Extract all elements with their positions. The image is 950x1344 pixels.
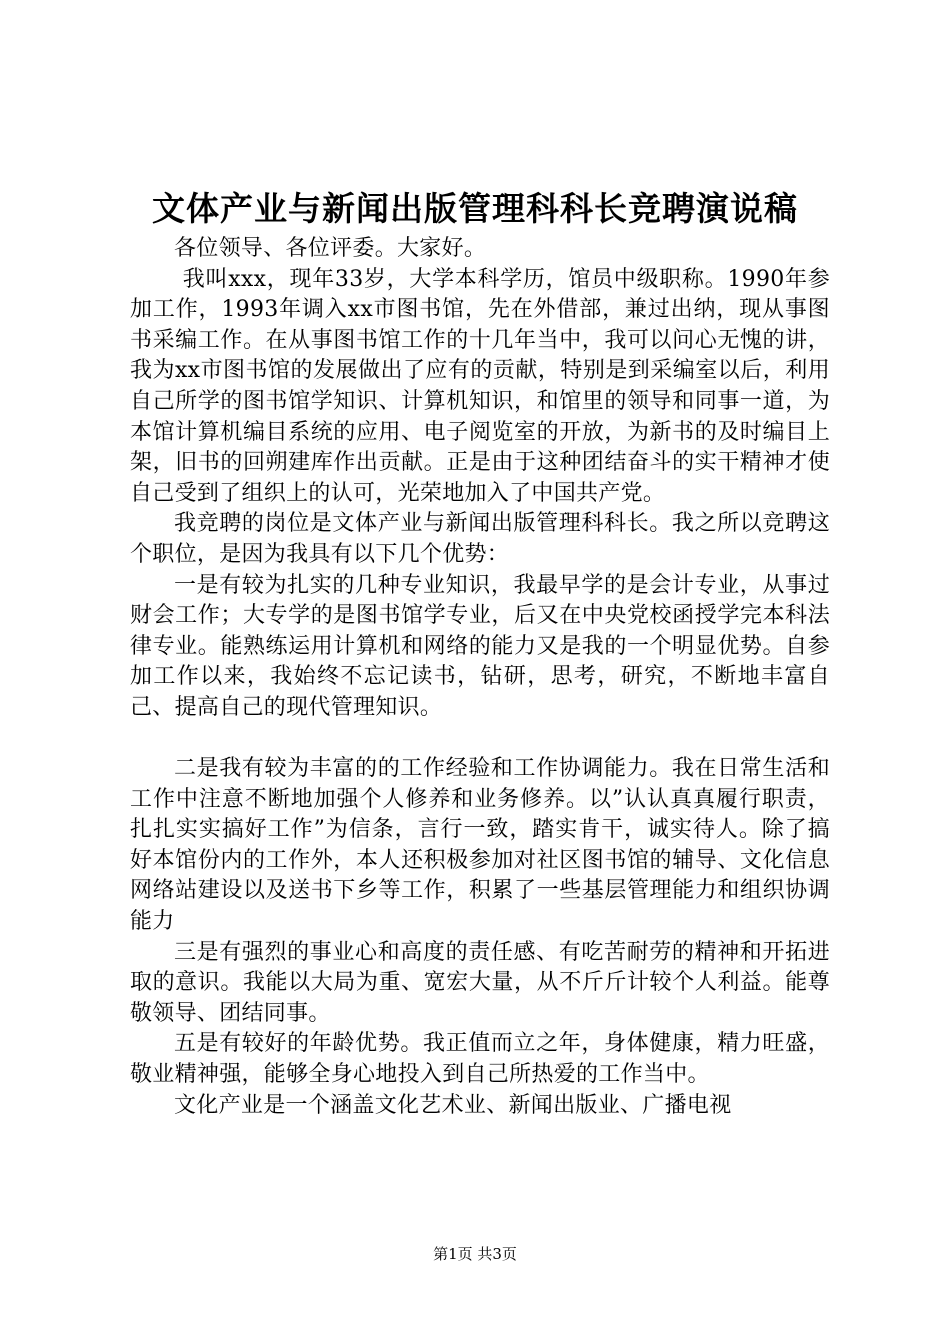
industry-paragraph: 文化产业是一个涵盖文化艺术业、新闻出版业、广播电视 xyxy=(174,1092,732,1118)
position-paragraph: 我竞聘的岗位是文体产业与新闻出版管理科科长。我之所以竞聘这个职位，是因为我具有以下几个优势： xyxy=(130,511,830,567)
paragraph-spacer xyxy=(130,724,830,755)
advantage-two-paragraph: 二是我有较为丰富的的工作经验和工作协调能力。我在日常生活和工作中注意不断地加强个人修养和业务修养。以”认认真真履行职责，扎扎实实搞好工作”为信条，言行一致，踏实肯干，诚实待人。除了搞好本馆份内的工作外，本人还积极参加对社区图书馆的辅导、文化信息网络站建设以及送书下乡等工作，积累了一些基层管理能力和组织协调能力 xyxy=(130,756,830,935)
greeting-paragraph: 各位领导、各位评委。大家好。 xyxy=(174,236,487,261)
self-introduction-paragraph: 我叫xxx，现年33岁，大学本科学历，馆员中级职称。1990年参加工作，1993年调入xx市图书馆，先在外借部，兼过出纳，现从事图书采编工作。在从事图书馆工作的十几年当中，我可以问心无愧的讲，我为xx市图书馆的发展做出了应有的贡献，特别是到采编室以后，利用自己所学的图书馆学知识、计算机知识，和馆里的领导和同事一道，为本馆计算机编目系统的应用、电子阅览室的开放，为新书的及时编目上架，旧书的回朔建库作出贡献。正是由于这种团结奋斗的实干精神才使自己受到了组织上的认可，光荣地加入了中国共产党。 xyxy=(130,266,830,506)
advantage-one-paragraph: 一是有较为扎实的几种专业知识，我最早学的是会计专业，从事过财会工作；大专学的是图书馆学专业，后又在中央党校函授学完本科法律专业。能熟练运用计算机和网络的能力又是我的一个明显优势。自参加工作以来，我始终不忘记读书，钻研，思考，研究，不断地丰富自己、提高自己的现代管理知识。 xyxy=(130,572,830,720)
document-title: 文体产业与新闻出版管理科科长竞聘演说稿 xyxy=(152,189,798,228)
advantage-five-paragraph: 五是有较好的年龄优势。我正值而立之年，身体健康，精力旺盛，敬业精神强，能够全身心地投入到自己所热爱的工作当中。 xyxy=(130,1031,830,1088)
page-number-footer: 第1页 共3页 xyxy=(433,1245,517,1263)
advantage-three-paragraph: 三是有强烈的事业心和高度的责任感、有吃苦耐劳的精神和开拓进取的意识。我能以大局为重、宽宏大量，从不斤斤计较个人利益。能尊敬领导、团结同事。 xyxy=(130,939,830,1026)
document-body xyxy=(130,234,830,1121)
